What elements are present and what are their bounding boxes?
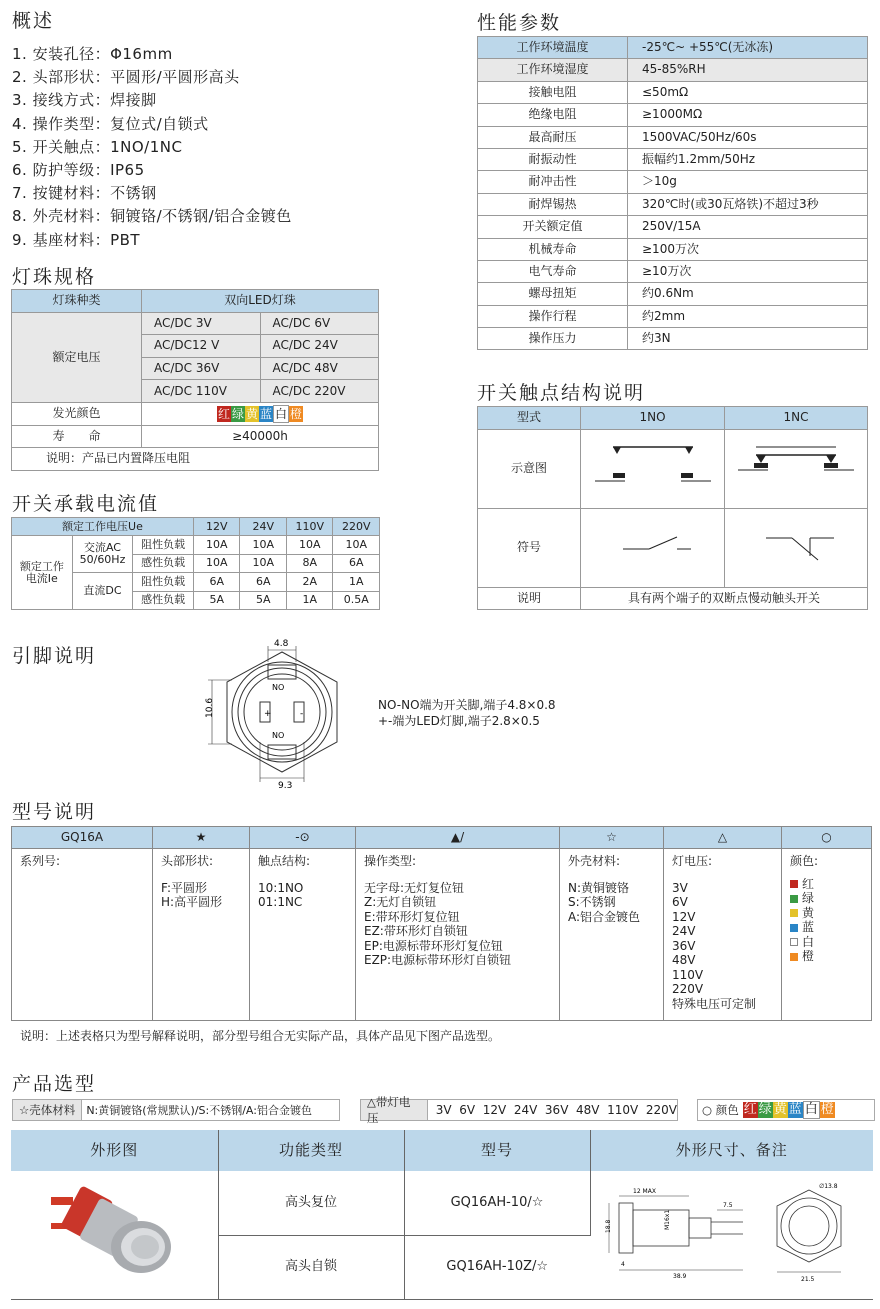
overview-title: 概述 [12,10,55,32]
pins-description [378,697,556,729]
current-header: 110V [286,518,333,536]
model-op-item: EZP:电源标带环形灯自锁钮 [364,953,512,967]
model-shell [560,849,664,1021]
param-value: 约0.6Nm [628,283,868,305]
param-label: 开关额定值 [478,216,628,238]
current-load-label: 阻性负载 [133,536,194,554]
current-cell: 10A [193,554,240,572]
param-value: 振幅约1.2mm/50Hz [628,148,868,170]
pin-plus-label: + [264,709,272,719]
param-value: 250V/15A [628,216,868,238]
model-volt-item: 110V [672,967,704,982]
color-swatch-red [790,880,798,888]
param-value: ≥10万次 [628,260,868,282]
model-contact-item: 10:1NO [258,880,304,895]
led-color-badges [142,402,379,425]
push-button-product-image [39,1183,189,1283]
table-row [478,216,868,238]
param-value: ≥100万次 [628,238,868,260]
model-volt-item: 36V [672,938,696,953]
param-label: 耐冲击性 [478,171,628,193]
color-swatch-blue [790,924,798,932]
contact-diagram-label: 示意图 [478,430,581,509]
led-voltage: AC/DC 110V [142,380,261,403]
led-voltage: AC/DC 24V [260,335,379,358]
model-op-item: 无字母:无灯复位钮 [364,880,465,895]
current-header: 24V [240,518,287,536]
current-cell: 6A [333,554,380,572]
contact-header: 1NO [581,407,725,430]
dim-label: 21.5 [800,1275,815,1283]
model-color-item: 蓝 [802,920,815,934]
pin-minus-label: - [300,709,304,719]
contact-header: 1NC [725,407,868,430]
led-life-label: 寿 命 [12,425,142,448]
product-dims-cell [590,1171,873,1299]
param-value: ＞10g [628,171,868,193]
led-voltage: AC/DC 48V [260,357,379,380]
list-item: 6. 防护等级：IP65 [12,161,145,180]
current-cell: 6A [193,573,240,591]
model-header: ☆ [560,827,664,849]
param-value: 约3N [628,328,868,350]
table-row [478,283,868,305]
product-func: 高头自锁 [218,1235,404,1299]
table-row [478,171,868,193]
product-image-cell [11,1171,218,1299]
model-volt-item: 6V [672,895,688,909]
contact-table [477,406,868,610]
model-header: ▲/ [356,827,560,849]
model-volt-item: 特殊电压可定制 [672,996,757,1011]
product-model: GQ16AH-10Z/☆ [404,1235,590,1299]
color-badge-red: 红 [217,406,230,421]
param-value: 1500VAC/50Hz/60s [628,126,868,148]
led-type-value: 双向LED灯珠 [142,290,379,313]
table-row [478,193,868,215]
current-cell: 1A [333,573,380,591]
current-header: 12V [193,518,240,536]
model-head [153,849,250,1021]
nc-switch-symbol [736,526,856,566]
param-value: -25℃~ +55℃(无冰冻) [628,37,868,59]
table-row [478,59,868,81]
param-label: 工作环境温度 [478,37,628,59]
dim-label: 7.5 [722,1201,733,1209]
table-row [478,305,868,327]
color-badge-green: 绿 [758,1102,772,1117]
list-item: 3. 接线方式：焊接脚 [12,91,157,110]
model-volt-label: 灯电压: [672,854,713,868]
pins-desc-line: +-端为LED灯脚,端子2.8×0.5 [378,714,540,728]
model-color-item: 白 [802,934,815,949]
lamp-voltage-value: 3V 6V 12V 24V 36V 48V 110V 220V [435,1103,677,1117]
color-badge-orange: 橙 [290,406,303,421]
model-shell-item: A:铝合金镀色 [568,909,641,924]
dim-label: 18.8 [604,1219,612,1233]
color-box-label: ○ 颜色 [702,1103,739,1117]
shell-material-box [12,1099,340,1121]
contact-note-label: 说明 [478,588,581,610]
dim-label: 12 MAX [632,1187,656,1195]
current-cell: 10A [240,554,287,572]
current-dc-label: 直流DC [72,573,133,610]
contact-title: 开关触点结构说明 [477,382,646,404]
color-badge-white: 白 [804,1102,818,1117]
current-rated-label: 额定工作电流Ie [12,536,73,610]
table-row [478,37,868,59]
current-cell: 0.5A [333,591,380,609]
led-color-label: 发光颜色 [12,402,142,425]
pin-layout-drawing [192,632,362,792]
param-label: 绝缘电阻 [478,104,628,126]
selection-title: 产品选型 [12,1073,97,1095]
current-cell: 10A [240,536,287,554]
param-value: 45-85%RH [628,59,868,81]
product-header: 外形图 [11,1130,218,1171]
current-cell: 2A [286,573,333,591]
performance-title: 性能参数 [477,12,562,34]
model-volt-item: 12V [672,909,696,924]
color-badge-yellow: 黄 [773,1102,787,1117]
model-head-item: F:平圆形 [161,880,208,895]
list-item: 4. 操作类型：复位式/自锁式 [12,114,209,133]
param-label: 电气寿命 [478,260,628,282]
color-badge-blue: 蓝 [260,406,273,421]
model-op-item: EP:电源标带环形灯复位钮 [364,938,503,953]
model-header: -⊙ [250,827,356,849]
current-cell: 10A [193,536,240,554]
product-header: 型号 [404,1130,590,1171]
color-badge-yellow: 黄 [245,406,258,421]
model-shell-item: S:不锈钢 [568,895,616,909]
led-voltage: AC/DC 220V [260,380,379,403]
pins-title: 引脚说明 [12,645,97,667]
dim-bottom: 9.3 [278,781,293,791]
model-voltage [664,849,782,1021]
param-label: 操作压力 [478,328,628,350]
current-cell: 8A [286,554,333,572]
color-box [697,1099,875,1121]
model-color-label: 颜色: [790,854,819,868]
led-note: 说明：产品已内置降压电阻 [12,448,379,471]
color-badge-white: 白 [275,406,288,421]
pins-desc-line: NO-NO端为开关脚,端子4.8×0.8 [378,698,556,712]
led-life-value: ≥40000h [142,425,379,448]
model-series-label: 系列号: [20,854,61,868]
lamp-voltage-label: △带灯电压 [361,1100,428,1120]
model-op-label: 操作类型: [364,854,417,868]
no-switch-symbol [593,531,713,561]
table-row [478,148,868,170]
current-cell: 5A [240,591,287,609]
current-header-ue: 额定工作电压Ue [12,518,194,536]
performance-table [477,36,868,350]
dim-label: 38.9 [672,1272,687,1280]
model-shell-item: N:黄铜镀铬 [568,880,630,895]
no-symbol [581,509,725,588]
param-value: 约2mm [628,305,868,327]
param-value: ≥1000MΩ [628,104,868,126]
list-item: 7. 按键材料：不锈钢 [12,184,157,203]
color-badge-green: 绿 [231,406,244,421]
led-title: 灯珠规格 [12,266,97,288]
list-item: 1. 安装孔径：Φ16mm [12,45,173,63]
color-badge-blue: 蓝 [788,1102,802,1117]
contact-symbol-label: 符号 [478,509,581,588]
table-row [478,260,868,282]
model-header: GQ16A [12,827,153,849]
model-header: △ [664,827,782,849]
led-voltage: AC/DC 36V [142,357,261,380]
color-badge-red: 红 [743,1102,757,1117]
pin-no-label-bottom: NO [272,731,285,740]
table-row [478,81,868,103]
table-row [478,104,868,126]
list-item: 2. 头部形状：平圆形/平圆形高头 [12,68,240,87]
table-row [478,238,868,260]
nc-symbol [725,509,868,588]
model-series [12,849,153,1021]
current-cell: 1A [286,591,333,609]
model-title: 型号说明 [12,801,97,823]
model-volt-item: 220V [672,982,704,996]
current-cell: 10A [333,536,380,554]
color-badge-orange: 橙 [820,1102,834,1117]
dim-left: 10.6 [205,697,215,718]
param-label: 操作行程 [478,305,628,327]
list-item: 8. 外壳材料：铜镀铬/不锈钢/铝合金镀色 [12,207,292,226]
pin-no-label-top: NO [272,683,285,692]
product-header: 功能类型 [218,1130,404,1171]
param-label: 耐振动性 [478,148,628,170]
dim-label: ∅13.8 [818,1182,838,1190]
model-contact-item: 01:1NC [258,895,303,909]
model-color-item: 橙 [802,949,815,963]
dim-label: M16x1 [663,1209,671,1230]
lamp-voltage-box [360,1095,678,1125]
param-value: ≤50mΩ [628,81,868,103]
model-shell-label: 外壳材料: [568,854,621,868]
dim-label: 4 [620,1260,625,1268]
model-note: 说明：上述表格只为型号解释说明，部分型号组合无实际产品，具体产品见下图产品选型。 [20,1029,501,1043]
color-swatch-white [790,938,798,946]
led-type-label: 灯珠种类 [12,290,142,313]
model-volt-item: 24V [672,924,696,938]
model-op-item: E:带环形灯复位钮 [364,909,460,924]
model-color-item: 黄 [802,905,815,920]
list-item: 9. 基座材料：PBT [12,230,141,249]
dimension-drawing [597,1178,867,1288]
led-voltage-label: 额定电压 [12,312,142,402]
list-item: 5. 开关触点：1NO/1NC [12,137,183,156]
nc-diagram [725,430,868,509]
model-color [782,849,872,1021]
current-table [11,517,380,610]
model-header: ○ [782,827,872,849]
model-head-label: 头部形状: [161,854,214,868]
no-diagram [581,430,725,509]
model-operation [356,849,560,1021]
product-func: 高头复位 [218,1171,404,1235]
param-value: 320℃时(或30瓦烙铁)不超过3秒 [628,193,868,215]
param-label: 耐焊锡热 [478,193,628,215]
param-label: 机械寿命 [478,238,628,260]
current-cell: 6A [240,573,287,591]
led-table [11,289,379,471]
current-cell: 10A [286,536,333,554]
param-label: 工作环境湿度 [478,59,628,81]
shell-material-value: N:黄铜镀铬(常规默认)/S:不锈钢/A:铝合金镀色 [86,1104,312,1117]
model-contact [250,849,356,1021]
led-voltage: AC/DC12 V [142,335,261,358]
contact-header: 型式 [478,407,581,430]
table-row [478,126,868,148]
model-contact-label: 触点结构: [258,854,311,868]
color-swatch-orange [790,953,798,961]
param-label: 接触电阻 [478,81,628,103]
table-row [478,328,868,350]
color-swatch-yellow [790,909,798,917]
shell-material-label: ☆壳体材料 [13,1100,82,1120]
model-volt-item: 48V [672,953,696,967]
product-table [11,1130,873,1300]
model-table [11,826,872,1021]
contact-note-value: 具有两个端子的双断点慢动触头开关 [581,588,868,610]
current-load-label: 感性负载 [133,591,194,609]
led-voltage: AC/DC 6V [260,312,379,335]
current-header: 220V [333,518,380,536]
model-color-item: 绿 [802,891,815,905]
overview-list [12,43,292,252]
no-contact-diagram [593,437,713,497]
model-header: ★ [153,827,250,849]
current-cell: 5A [193,591,240,609]
current-title: 开关承载电流值 [12,493,160,515]
color-swatch-green [790,895,798,903]
nc-contact-diagram [736,437,856,497]
param-label: 最高耐压 [478,126,628,148]
model-op-item: EZ:带环形灯自锁钮 [364,924,468,938]
product-header: 外形尺寸、备注 [590,1130,873,1171]
product-model: GQ16AH-10/☆ [404,1171,590,1235]
current-load-label: 感性负载 [133,554,194,572]
model-op-item: Z:无灯自锁钮 [364,895,437,909]
current-ac-label: 交流AC 50/60Hz [72,536,133,573]
led-voltage: AC/DC 3V [142,312,261,335]
current-load-label: 阻性负载 [133,573,194,591]
model-head-item: H:高平圆形 [161,895,223,909]
dim-top: 4.8 [274,639,289,649]
model-volt-item: 3V [672,880,688,895]
model-color-item: 红 [802,876,815,891]
param-label: 螺母扭矩 [478,283,628,305]
